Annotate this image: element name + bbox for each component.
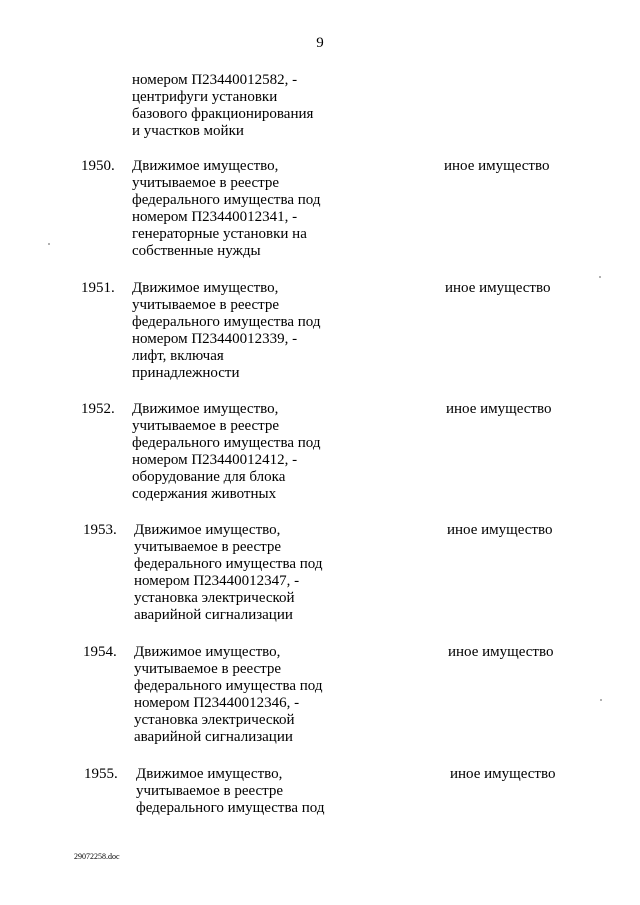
scan-speck	[599, 276, 601, 278]
item-number: 1955.	[84, 766, 118, 782]
item-description: Движимое имущество, учитываемое в реестре федерального имущества под номером П23440012347, - установка электрической аварийной сигнализации	[134, 522, 323, 623]
item-type: иное имущество	[446, 401, 552, 417]
item-description: Движимое имущество, учитываемое в реестре федерального имущества под номером П23440012346, - установка электрической аварийной сигнализации	[134, 644, 323, 745]
item-type: иное имущество	[448, 644, 554, 660]
item-number: 1953.	[83, 522, 117, 538]
page-number: 9	[316, 35, 324, 51]
item-type: иное имущество	[450, 766, 556, 782]
scan-speck	[600, 699, 602, 701]
item-description: Движимое имущество, учитываемое в реестре федерального имущества под номером П23440012341, - генераторные установки на собственные нужды	[132, 158, 321, 259]
continuation-text: номером П23440012582, - центрифуги установки базового фракционирования и участков мойки	[132, 72, 314, 139]
item-number: 1954.	[83, 644, 117, 660]
item-description: Движимое имущество, учитываемое в реестре федерального имущества под	[136, 766, 325, 816]
item-type: иное имущество	[444, 158, 550, 174]
item-number: 1952.	[81, 401, 115, 417]
footer-filename: 29072258.doc	[74, 852, 120, 861]
scan-speck	[48, 243, 50, 245]
item-description: Движимое имущество, учитываемое в реестре федерального имущества под номером П23440012339, - лифт, включая принадлежности	[132, 280, 321, 381]
item-type: иное имущество	[447, 522, 553, 538]
item-description: Движимое имущество, учитываемое в реестре федерального имущества под номером П23440012412, - оборудование для блока содержания животных	[132, 401, 321, 502]
item-number: 1950.	[81, 158, 115, 174]
item-type: иное имущество	[445, 280, 551, 296]
item-number: 1951.	[81, 280, 115, 296]
